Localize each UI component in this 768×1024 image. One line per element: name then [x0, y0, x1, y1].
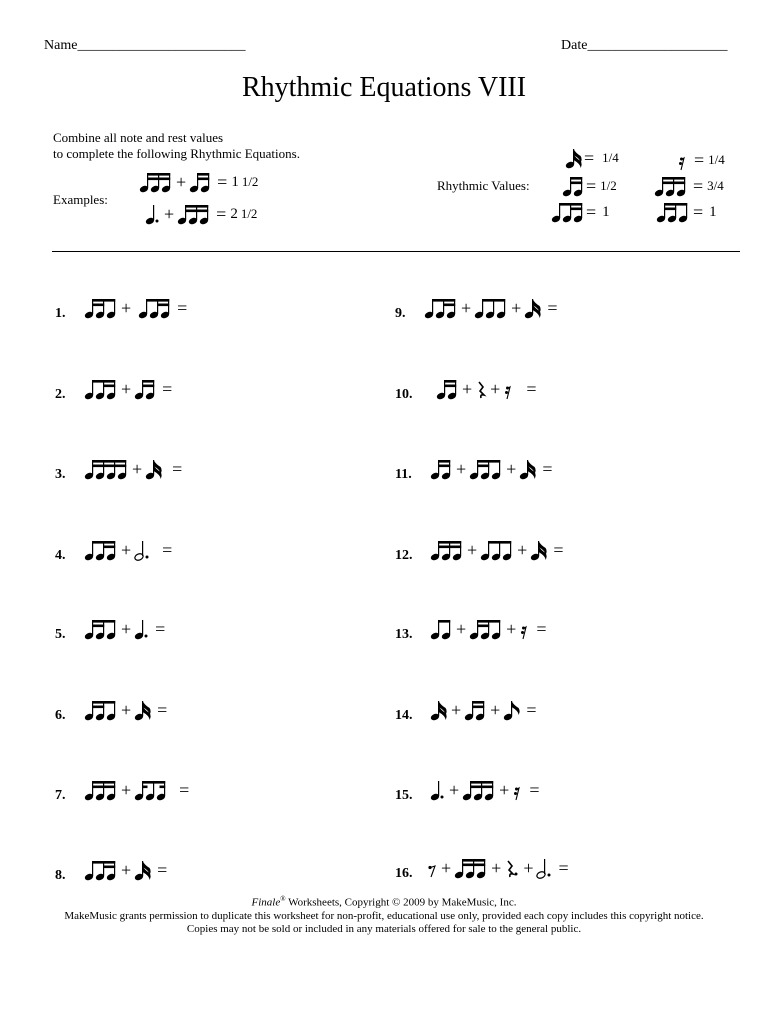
problem-number: 12. — [395, 548, 413, 563]
equals-sign: = — [536, 619, 547, 639]
problem-number: 6. — [55, 708, 66, 723]
rhythm-icon — [431, 538, 463, 562]
problem-number: 5. — [55, 627, 66, 642]
rhythm-icon — [85, 457, 128, 481]
equals-sign: = — [157, 860, 168, 880]
footer-line-1 — [0, 893, 768, 910]
rhythm-icon — [476, 377, 486, 401]
rhythm-icon — [470, 617, 502, 641]
equals-sign: = — [558, 858, 569, 878]
two-sixteenths-eighth-icon — [657, 200, 689, 224]
rhythm-icon — [431, 617, 452, 641]
plus-sign: + — [499, 780, 510, 800]
rhythm-icon — [520, 617, 530, 641]
rhythm-icon — [85, 538, 117, 562]
rhythm-icon — [481, 538, 513, 562]
rhythm-icon — [85, 617, 117, 641]
rhythm-icon — [85, 377, 117, 401]
rhythm-icon — [513, 778, 523, 802]
rhythm-icon — [190, 170, 211, 194]
equals-sign: = — [179, 780, 190, 800]
rhythm-icon — [425, 296, 457, 320]
rhythm-icon — [427, 856, 437, 880]
three-sixteenths-icon — [655, 174, 687, 198]
value-two-sixteenths-eighth — [657, 200, 717, 224]
value-text: 3/4 — [707, 178, 724, 193]
equals-sign: = — [586, 176, 597, 196]
rhythm-icon — [431, 778, 445, 802]
examples-label: Examples: — [53, 192, 108, 207]
equals-sign: = — [155, 619, 166, 639]
rhythm-icon — [513, 778, 523, 802]
rhythm-icon — [463, 778, 495, 802]
rhythm-icon — [135, 617, 149, 641]
plus-sign: + — [121, 780, 132, 800]
rhythm-icon — [455, 856, 487, 880]
equals-sign: = — [172, 459, 183, 479]
copyright-footer — [0, 893, 768, 936]
rhythm-icon — [146, 457, 162, 481]
instructions-line-2: to complete the following Rhythmic Equations. — [53, 146, 300, 161]
value-text: 1/4 — [602, 150, 619, 165]
equals-sign: = — [693, 202, 704, 222]
sixteenth-rest-icon — [678, 148, 688, 172]
plus-sign: + — [121, 379, 132, 399]
rhythm-icon — [85, 698, 117, 722]
footer-line-3: Copies may not be sold or included in any materials offered for sale to the general public. — [186, 922, 582, 935]
rhythm-icon — [140, 170, 172, 194]
divider — [52, 251, 740, 252]
rhythm-icon — [431, 457, 452, 481]
rhythm-icon — [431, 698, 447, 722]
example-1-result: 1 — [231, 174, 239, 190]
rhythm-icon — [481, 538, 513, 562]
rhythm-icon — [135, 538, 150, 562]
rhythm-icon — [465, 698, 486, 722]
plus-sign: + — [451, 700, 462, 720]
rhythm-icon — [678, 148, 688, 172]
rhythm-icon — [135, 377, 156, 401]
rhythm-icon — [427, 856, 437, 880]
rhythm-icon — [85, 778, 117, 802]
rhythm-icon — [85, 858, 117, 882]
rhythm-icon — [85, 377, 117, 401]
plus-sign: + — [164, 204, 175, 224]
rhythm-icon — [431, 538, 463, 562]
rhythm-icon — [504, 377, 514, 401]
plus-sign: + — [523, 858, 534, 878]
rhythm-icon — [475, 296, 507, 320]
value-sixteenth-note — [566, 146, 619, 170]
example-2 — [146, 202, 257, 226]
rhythm-icon — [470, 457, 502, 481]
sixteenth-note-icon — [566, 146, 582, 170]
rhythm-icon — [465, 698, 486, 722]
equals-sign: = — [547, 298, 558, 318]
problem-number: 13. — [395, 627, 413, 642]
rhythm-icon — [135, 778, 167, 802]
rhythm-icon — [657, 200, 689, 224]
plus-sign: + — [506, 619, 517, 639]
rhythm-icon — [531, 538, 547, 562]
footer-copyright: Worksheets, Copyright © 2009 by MakeMusic, Inc. — [285, 896, 517, 909]
rhythm-icon — [85, 858, 117, 882]
plus-sign: + — [517, 540, 528, 560]
example-1-rhythm-b — [190, 170, 211, 194]
problem-number: 1. — [55, 306, 66, 321]
plus-sign: + — [506, 459, 517, 479]
rhythm-icon — [537, 856, 552, 880]
rhythm-icon — [85, 296, 117, 320]
rhythm-icon — [504, 698, 520, 722]
equals-sign: = — [162, 540, 173, 560]
equals-sign: = — [694, 150, 705, 170]
equals-sign: = — [693, 176, 704, 196]
example-1 — [140, 170, 258, 194]
plus-sign: + — [462, 379, 473, 399]
rhythm-icon — [146, 202, 160, 226]
rhythm-icon — [455, 856, 487, 880]
footer-line-2: MakeMusic grants permission to duplicate this worksheet for non-profit, educational use only, provided each copy includes this copyright notice. — [64, 909, 704, 922]
equals-sign: = — [216, 204, 227, 224]
rhythm-icon — [146, 457, 162, 481]
example-2-rhythm-a — [146, 202, 160, 226]
rhythm-icon — [437, 377, 458, 401]
equals-sign: = — [157, 700, 168, 720]
problem-number: 14. — [395, 708, 413, 723]
plus-sign: + — [490, 379, 501, 399]
rhythm-icon — [504, 377, 514, 401]
value-text: 1 — [709, 204, 717, 220]
example-1-rhythm-a — [140, 170, 172, 194]
value-eighth-two-sixteenths — [552, 200, 610, 224]
plus-sign: + — [176, 172, 187, 192]
rhythm-icon — [135, 538, 150, 562]
rhythm-icon — [85, 296, 117, 320]
plus-sign: + — [449, 780, 460, 800]
rhythm-icon — [563, 174, 584, 198]
plus-sign: + — [132, 459, 143, 479]
rhythm-icon — [520, 617, 530, 641]
rhythm-icon — [135, 377, 156, 401]
rhythm-icon — [425, 296, 457, 320]
value-text: 1 — [602, 204, 610, 220]
equals-sign: = — [529, 780, 540, 800]
problem-number: 3. — [55, 467, 66, 482]
rhythm-icon — [85, 778, 117, 802]
problem-number: 11. — [395, 467, 412, 482]
plus-sign: + — [467, 540, 478, 560]
rhythm-icon — [135, 778, 167, 802]
footer-brand: Finale — [251, 896, 281, 909]
equals-sign: = — [526, 379, 537, 399]
plus-sign: + — [121, 700, 132, 720]
rhythm-icon — [475, 296, 507, 320]
rhythm-icon — [135, 698, 151, 722]
plus-sign: + — [490, 700, 501, 720]
rhythm-icon — [505, 856, 519, 880]
rhythm-icon — [531, 538, 547, 562]
plus-sign: + — [461, 298, 472, 318]
rhythm-icon — [476, 377, 486, 401]
rhythm-icon — [431, 617, 452, 641]
rhythm-icon — [504, 698, 520, 722]
rhythm-icon — [566, 146, 582, 170]
rhythm-icon — [520, 457, 536, 481]
value-text: 1/4 — [708, 152, 725, 167]
name-field-label: Name________________________ — [44, 38, 246, 53]
value-three-sixteenths — [655, 174, 724, 198]
rhythm-icon — [655, 174, 687, 198]
equals-sign: = — [217, 172, 228, 192]
rhythm-icon — [505, 856, 519, 880]
instructions — [53, 130, 300, 162]
two-sixteenths-icon — [563, 174, 584, 198]
plus-sign: + — [456, 619, 467, 639]
rhythmic-values-label: Rhythmic Values: — [437, 178, 530, 193]
rhythm-icon — [470, 457, 502, 481]
example-2-fraction: 1/2 — [240, 206, 258, 221]
plus-sign: + — [121, 298, 132, 318]
value-two-sixteenths — [563, 174, 617, 198]
problem-number: 7. — [55, 788, 66, 803]
equals-sign: = — [177, 298, 188, 318]
problem-number: 4. — [55, 548, 66, 563]
value-text: 1/2 — [600, 178, 617, 193]
example-2-rhythm-b — [178, 202, 210, 226]
plus-sign: + — [491, 858, 502, 878]
date-field-label: Date____________________ — [561, 38, 728, 53]
rhythm-icon — [525, 296, 541, 320]
plus-sign: + — [456, 459, 467, 479]
rhythm-icon — [552, 200, 584, 224]
instructions-line-1: Combine all note and rest values — [53, 130, 224, 145]
rhythm-icon — [463, 778, 495, 802]
problem-number: 16. — [395, 866, 413, 881]
plus-sign: + — [121, 860, 132, 880]
rhythm-icon — [431, 698, 447, 722]
rhythm-icon — [139, 296, 171, 320]
plus-sign: + — [441, 858, 452, 878]
page-title: Rhythmic Equations VIII — [241, 72, 527, 103]
footer-registered: ® — [280, 895, 286, 903]
plus-sign: + — [121, 540, 132, 560]
rhythm-icon — [437, 377, 458, 401]
equals-sign: = — [584, 148, 595, 168]
eighth-two-sixteenths-icon — [552, 200, 584, 224]
plus-sign: + — [511, 298, 522, 318]
rhythm-icon — [431, 457, 452, 481]
problem-number: 10. — [395, 387, 413, 402]
problem-number: 8. — [55, 868, 66, 883]
problem-number: 9. — [395, 306, 406, 321]
equals-sign: = — [162, 379, 173, 399]
example-1-fraction: 1/2 — [241, 174, 259, 189]
equals-sign: = — [542, 459, 553, 479]
equals-sign: = — [526, 700, 537, 720]
rhythm-icon — [431, 778, 445, 802]
rhythm-icon — [178, 202, 210, 226]
rhythm-icon — [520, 457, 536, 481]
rhythm-icon — [135, 858, 151, 882]
equals-sign: = — [553, 540, 564, 560]
rhythm-icon — [135, 858, 151, 882]
rhythm-icon — [525, 296, 541, 320]
rhythm-icon — [85, 617, 117, 641]
problem-number: 2. — [55, 387, 66, 402]
rhythm-icon — [470, 617, 502, 641]
rhythm-icon — [85, 698, 117, 722]
example-2-result: 2 — [230, 206, 238, 222]
plus-sign: + — [121, 619, 132, 639]
rhythm-icon — [85, 538, 117, 562]
rhythm-icon — [537, 856, 552, 880]
problem-number: 15. — [395, 788, 413, 803]
value-sixteenth-rest — [678, 148, 725, 172]
rhythm-icon — [139, 296, 171, 320]
rhythm-icon — [135, 698, 151, 722]
rhythm-icon — [135, 617, 149, 641]
equals-sign: = — [586, 202, 597, 222]
rhythm-icon — [85, 457, 128, 481]
